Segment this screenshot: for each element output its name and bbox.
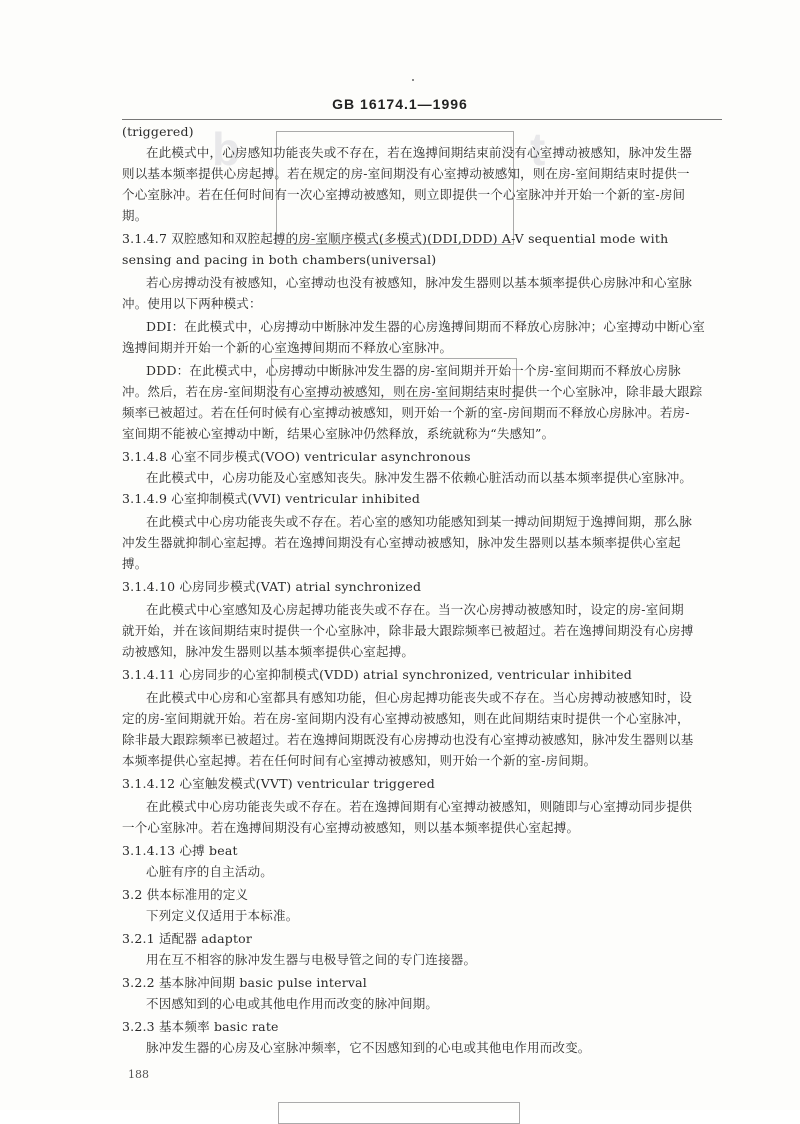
- section-heading: 3.1.4.7 双腔感知和双腔起搏的房-室顺序模式(多模式)(DDI,DDD) A-V sequential mode with: [122, 231, 669, 246]
- text-line: DDD：在此模式中，心房搏动中断脉冲发生器的房-室间期并开始一个房-室间期而不释放心房脉: [146, 363, 681, 378]
- section-heading: 3.1.4.11 心房同步的心室抑制模式(VDD) atrial synchronized, ventricular inhibited: [122, 667, 632, 682]
- text-line: 期。: [122, 208, 148, 223]
- section-heading: 3.1.4.8 心室不同步模式(VOO) ventricular asynchronous: [122, 449, 471, 464]
- section-heading: 3.2 供本标准用的定义: [122, 887, 249, 902]
- text-line: 在此模式中心房功能丧失或不存在。若在逸搏间期有心室搏动被感知，则随即与心室搏动同步提供: [146, 799, 693, 814]
- text-line: 除非最大跟踪频率已被超过。若在逸搏间期既没有心房搏动也没有心室搏动被感知，脉冲发生器则以基: [122, 732, 694, 747]
- section-heading: 3.1.4.12 心室触发模式(VVT) ventricular triggered: [122, 776, 435, 791]
- text-line: 搏。: [122, 556, 148, 571]
- section-heading: 3.1.4.9 心室抑制模式(VVI) ventricular inhibited: [122, 491, 421, 506]
- text-line: 冲发生器就抑制心室起搏。若在逸搏间期没有心室搏动被感知，脉冲发生器则以基本频率提供心室起: [122, 535, 681, 550]
- text-line: 在此模式中心房功能丧失或不存在。若心室的感知功能感知到某一搏动间期短于逸搏间期，那么脉: [146, 514, 693, 529]
- text-line: 逸搏间期并开始一个新的心室逸搏间期而不释放心室脉冲。: [122, 340, 453, 355]
- section-heading: 3.1.4.13 心搏 beat: [122, 843, 238, 858]
- text-line: 用在互不相容的脉冲发生器与电极导管之间的专门连接器。: [146, 952, 477, 967]
- text-line: 不因感知到的心电或其他电作用而改变的脉冲间期。: [146, 996, 439, 1011]
- text-line: 冲。然后，若在房-室间期没有心室搏动被感知，则在房-室间期结束时提供一个心室脉冲，除非最大跟踪: [122, 384, 703, 399]
- watermark: t: [530, 123, 546, 175]
- text-line: 室间期不能被心室搏动中断，结果心室脉冲仍然释放，系统就称为“失感知”。: [122, 426, 555, 441]
- section-heading: 3.2.1 适配器 adaptor: [122, 931, 253, 946]
- section-heading: 3.2.3 基本频率 basic rate: [122, 1019, 279, 1034]
- text-line: 就开始，并在该间期结束时提供一个心室脉冲，除非最大跟踪频率已被超过。若在逸搏间期没有心房搏: [122, 623, 694, 638]
- text-line: (triggered): [122, 124, 194, 139]
- page-number: 188: [128, 1068, 149, 1081]
- text-line: 在此模式中，心房感知功能丧失或不存在，若在逸搏间期结束前没有心室搏动被感知，脉冲发生器: [146, 145, 693, 160]
- text-line: DDI：在此模式中，心房搏动中断脉冲发生器的心房逸搏间期而不释放心房脉冲；心室搏动中断心室: [146, 319, 705, 334]
- watermark: b: [212, 123, 241, 175]
- text-line: 动被感知，脉冲发生器则以基本频率提供心室起搏。: [122, 644, 415, 659]
- text-line: 冲。使用以下两种模式：: [122, 296, 262, 311]
- section-heading: 3.2.2 基本脉冲间期 basic pulse interval: [122, 975, 367, 990]
- text-line: 下列定义仅适用于本标准。: [146, 908, 299, 923]
- section-heading: 3.1.4.10 心房同步模式(VAT) atrial synchronized: [122, 579, 422, 594]
- text-line: 在此模式中心室感知及心房起搏功能丧失或不存在。当一次心房搏动被感知时，设定的房-室间期: [146, 602, 684, 617]
- text-line: 一个心室脉冲。若在逸搏间期没有心室搏动被感知，则以基本频率提供心室起搏。: [122, 820, 580, 835]
- scan-frame: [278, 1102, 520, 1124]
- text-line: 个心室脉冲。若在任何时间有一次心室搏动被感知，则立即提供一个心室脉冲并开始一个新的室-房间: [122, 187, 686, 202]
- text-line: 定的房-室间期就开始。若在房-室间期内没有心室搏动被感知，则在此间期结束时提供一个心室脉冲，: [122, 711, 690, 726]
- text-line: sensing and pacing in both chambers(universal): [122, 252, 437, 267]
- text-line: 心脏有序的自主活动。: [146, 864, 274, 879]
- text-line: 本频率提供心室起搏。若在任何时间有心室搏动被感知，则开始一个新的室-房间期。: [122, 753, 597, 768]
- text-line: 若心房搏动没有被感知，心室搏动也没有被感知，脉冲发生器则以基本频率提供心房脉冲和心室脉: [146, 275, 693, 290]
- page-header: GB 16174.1—1996: [332, 96, 468, 112]
- text-line: 脉冲发生器的心房及心室脉冲频率，它不因感知到的心电或其他电作用而改变。: [146, 1040, 591, 1055]
- text-line: 则以基本频率提供心房起搏。若在规定的房-室间期没有心室搏动被感知，则在房-室间期结束时提供一: [122, 166, 690, 181]
- header-rule: [122, 119, 722, 120]
- text-line: 频率已被超过。若在任何时候有心室搏动被感知，则开始一个新的室-房间期而不释放心房脉冲。若房-: [122, 405, 690, 420]
- scan-mark: [412, 79, 414, 81]
- text-line: 在此模式中，心房功能及心室感知丧失。脉冲发生器不依赖心脏活动而以基本频率提供心室脉冲。: [146, 470, 693, 485]
- text-line: 在此模式中心房和心室都具有感知功能，但心房起搏功能丧失或不存在。当心房搏动被感知时，设: [146, 690, 693, 705]
